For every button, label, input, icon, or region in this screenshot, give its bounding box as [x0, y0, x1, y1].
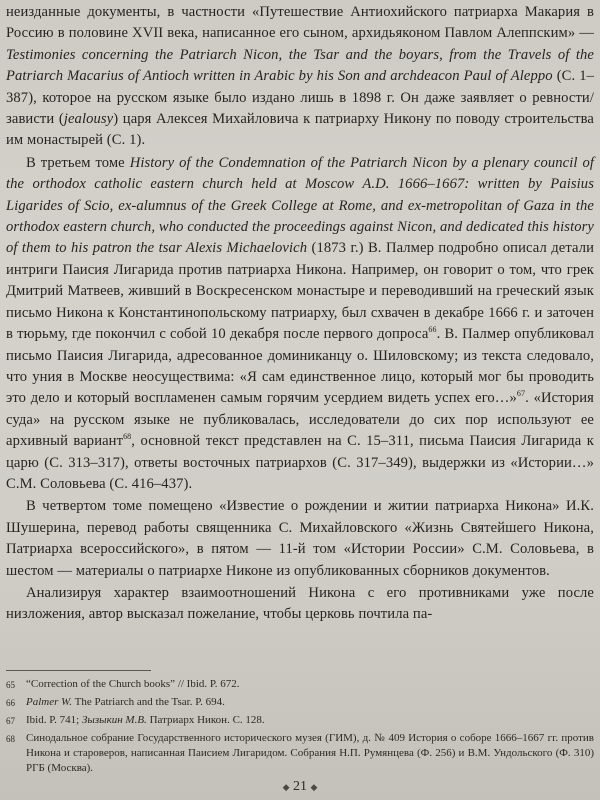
footnote-number: 65 — [6, 680, 15, 690]
footnote-66 — [6, 695, 594, 711]
footnote-67 — [6, 713, 594, 729]
diamond-ornament-icon: ◆ — [282, 782, 290, 792]
paragraph-2: В третьем томе History of the Condemnation of the Patriarch Nicon by a plenary council of the orthodox catholic eastern church held at Moscow A.D. 1666–1667: written by Paisius Ligarides of Scio, ex-alumnus of the Greek College at Rome, and ex-metropolitan of Gaza in the orthodox eastern church, who conducted the proceedings against Nicon, and dedicated this history of them to his patron the tsar Alexis Michaelovich (1873 г.) В. Палмер подробно описал детали интриги Паисия Лигарида против патриарха Никона. Например, он говорит о том, что грек Дмитрий Матвеев, живший в Воскресенском монастыре и переводивший на греческий язык письмо Никона к Константинопольскому патриарху, был схвачен в декабре 1666 г. и заточен в тюрьму, где покончил с собой 10 декабря после первого допроса$^{66}$. В. Палмер опубликовал письмо Паисия Лигарида, адресованное доминиканцу о. Шиловскому; из текста следовало, что уния в Москве неосуществима: «Я сам единственное лицо, который мог бы проводить это дело и который воспламенен самым горячим усердием видеть успех его…»$^{67}$. «История суда» на русском языке не публиковалась, исследователи до сих пор используют ее архивный вариант$^{68}$, основной текст представлен на С. 15–311, письма Паисия Лигарида к царю (С. 313–317), ответы восточных патриархов (С. 317–349), выдержки из «Истории…» С.М. Соловьева (С. 416–437). — [6, 154, 595, 492]
paragraph-1: неизданные документы, в частности «Путешествие Антиохийского патриарха Макария в Россию в половине XVII века, написанное его сыном, архидьяконом Павлом Алеппским» — Testimonies concerning the Patriarch Nicon, the Tsar and the boyars, from the Travels of the Patriarch Macarius of Antioch written in Arabic by his Son and archdeacon Paul of Aleppo (С. 1–387), которое на русском языке было издано лишь в 1898 г. Он даже заявляет о ревности/зависти (jealousy) царя Алексея Михайловича к патриарху Никону по поводу строительства им монастырей (С. 1). — [6, 4, 594, 149]
footnote-text: “Correction of the Church books” // Ibid. P. 672. — [26, 678, 240, 690]
body-text — [6, 2, 594, 626]
footnote-text: Синодальное собрание Государственного исторического музея (ГИМ), д. № 409 История о соборе 1666–1667 гг. против Никона и староверов, написанная Паисием Лигаридом. Собрания Н.П. Румянцева (Ф. 256) и В.М. Ундольского (Ф. 310) РГБ (Москва). — [26, 732, 594, 774]
page-number — [0, 779, 600, 795]
footnote-text: Ibid. P. 741; Зызыкин М.В. Патриарх Никон. С. 128. — [26, 714, 265, 726]
footnote-text: Palmer W. The Patriarch and the Tsar. P. 694. — [26, 696, 225, 708]
footnote-number: 66 — [6, 698, 15, 708]
footnote-number: 67 — [6, 716, 15, 726]
page-number-text: 21 — [293, 779, 307, 794]
paragraph-3: В четвертом томе помещено «Известие о рождении и житии патриарха Никона» И.К. Шушерина, перевод работы священника С. Михайловского «Жизнь Святейшего Никона, Патриарха всероссийского», в пятом — 11-й том «Истории России» С.М. Соловьева, в шестом — материалы о патриархе Никоне из опубликованных сборников документов. — [6, 498, 594, 579]
paragraph-4: Анализируя характер взаимоотношений Никона с его противниками уже после низложения, автор высказал пожелание, чтобы церковь почтила па- — [6, 584, 594, 623]
footnote-65 — [6, 677, 594, 693]
footnote-divider — [6, 670, 151, 671]
footnote-ref-68[interactable]: 68 — [123, 432, 132, 442]
footnote-68 — [6, 731, 594, 776]
footnote-ref-67[interactable]: 67 — [516, 389, 526, 399]
footnote-ref-66[interactable]: 66 — [428, 325, 437, 335]
footnotes — [6, 677, 594, 778]
diamond-ornament-icon: ◆ — [310, 782, 318, 792]
footnote-number: 68 — [6, 734, 15, 744]
